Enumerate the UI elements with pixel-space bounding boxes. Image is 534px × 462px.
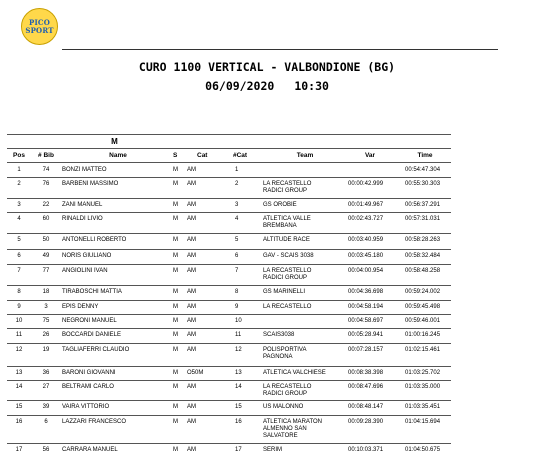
cell-var: 00:10:03.371 (348, 447, 384, 453)
cell-team: GS MARINELLI (263, 289, 306, 295)
cell-cat: AM (187, 167, 196, 173)
cell-bib: 3 (44, 304, 48, 310)
cell-var: 00:04:58.697 (348, 318, 384, 324)
header-pcat: #Cat (233, 152, 248, 159)
header-bib: # Bib (38, 152, 54, 159)
cell-var: 00:02:43.727 (348, 216, 384, 222)
cell-var: 00:04:58.194 (348, 304, 384, 310)
cell-time: 00:55:30.303 (405, 181, 441, 187)
cell-name: ANTONELLI ROBERTO (62, 237, 127, 243)
cell-sex: M (173, 202, 178, 208)
cell-pos: 12 (15, 347, 23, 353)
cell-pos: 15 (15, 404, 23, 410)
cell-cat: AM (187, 318, 196, 324)
cell-bib: 49 (42, 253, 50, 259)
row-divider (7, 198, 451, 199)
cell-name: RINALDI LIVIO (62, 216, 103, 222)
cell-cat: AM (187, 384, 196, 390)
cell-name: TIRABOSCHI MATTIA (62, 289, 122, 295)
cell-var: 00:07:28.157 (348, 347, 384, 353)
cell-sex: M (173, 237, 178, 243)
cell-pos: 8 (17, 289, 21, 295)
cell-bib: 36 (42, 370, 50, 376)
cell-time: 00:58:48.258 (405, 268, 441, 274)
cell-team: LA RECASTELLO (263, 304, 312, 310)
cell-pcat: 14 (235, 384, 242, 390)
row-divider (7, 328, 451, 329)
cell-sex: M (173, 384, 178, 390)
cell-name: BOCCARDI DANIELE (62, 332, 122, 338)
cell-sex: M (173, 289, 178, 295)
cell-var: 00:04:36.698 (348, 289, 384, 295)
cell-sex: M (173, 304, 178, 310)
cell-team: ATLETICA VALLE BREMBANA (263, 216, 311, 229)
cell-pos: 16 (15, 419, 23, 425)
cell-bib: 19 (42, 347, 50, 353)
cell-sex: M (173, 332, 178, 338)
cell-pos: 9 (17, 304, 21, 310)
cell-pcat: 8 (235, 289, 239, 295)
cell-time: 01:00:16.245 (405, 332, 441, 338)
cell-team: POLISPORTIVA PAGNONA (263, 347, 307, 360)
cell-cat: AM (187, 304, 196, 310)
cell-cat: AM (187, 237, 196, 243)
cell-name: CARRARA MANUEL (62, 447, 118, 453)
cell-time: 01:03:25.702 (405, 370, 441, 376)
row-divider (7, 300, 451, 301)
cell-var: 00:01:49.967 (348, 202, 384, 208)
cell-pos: 10 (15, 318, 23, 324)
cell-pcat: 15 (235, 404, 242, 410)
cell-var: 00:08:48.147 (348, 404, 384, 410)
cell-bib: 22 (42, 202, 50, 208)
cell-sex: M (173, 404, 178, 410)
cell-pcat: 9 (235, 304, 239, 310)
cell-bib: 39 (42, 404, 50, 410)
cell-var: 00:08:38.398 (348, 370, 384, 376)
cell-bib: 74 (42, 167, 50, 173)
cell-name: NORIS GIULIANO (62, 253, 112, 259)
cell-time: 00:56:37.291 (405, 202, 441, 208)
group-label: M (111, 137, 118, 146)
cell-bib: 6 (44, 419, 48, 425)
cell-pos: 3 (17, 202, 21, 208)
row-divider (7, 400, 451, 401)
header-rule (62, 49, 498, 50)
cell-name: LAZZARI FRANCESCO (62, 419, 127, 425)
event-date: 06/09/2020 (205, 79, 275, 93)
cell-time: 00:59:24.002 (405, 289, 441, 295)
cell-cat: AM (187, 419, 196, 425)
cell-cat: O50M (187, 370, 204, 376)
cell-name: EPIS DENNY (62, 304, 99, 310)
cell-sex: M (173, 268, 178, 274)
row-divider (7, 343, 451, 344)
cell-name: BELTRAMI CARLO (62, 384, 114, 390)
event-title: CURO 1100 VERTICAL - VALBONDIONE (BG) (138, 60, 396, 74)
cell-sex: M (173, 253, 178, 259)
row-divider (7, 264, 451, 265)
table-top-rule (7, 134, 451, 135)
cell-pcat: 17 (235, 447, 242, 453)
cell-bib: 18 (42, 289, 50, 295)
logo-line-2: SPORT (25, 25, 54, 35)
cell-bib: 77 (42, 268, 50, 274)
header-name: Name (109, 152, 127, 159)
logo-line-1: PICO (28, 17, 50, 27)
cell-cat: AM (187, 253, 196, 259)
cell-sex: M (173, 216, 178, 222)
row-divider (7, 366, 451, 367)
cell-bib: 60 (42, 216, 50, 222)
cell-time: 00:57:31.031 (405, 216, 441, 222)
cell-time: 01:02:15.461 (405, 347, 441, 353)
cell-var: 00:03:45.180 (348, 253, 384, 259)
cell-time: 01:03:35.451 (405, 404, 441, 410)
cell-cat: AM (187, 447, 196, 453)
event-datetime (0, 79, 534, 93)
cell-pcat: 2 (235, 181, 239, 187)
cell-cat: AM (187, 404, 196, 410)
cell-pcat: 5 (235, 237, 239, 243)
cell-pcat: 7 (235, 268, 239, 274)
cell-sex: M (173, 318, 178, 324)
cell-name: NEGRONI MANUEL (62, 318, 117, 324)
cell-team: ATLETICA VALCHIESE (263, 370, 326, 376)
cell-name: BONZI MATTEO (62, 167, 107, 173)
cell-bib: 27 (42, 384, 50, 390)
row-divider (7, 233, 451, 234)
header-time: Time (417, 152, 433, 159)
cell-var: 00:09:28.390 (348, 419, 384, 425)
cell-pcat: 1 (235, 167, 239, 173)
header-rule-bottom (7, 162, 451, 163)
cell-cat: AM (187, 347, 196, 353)
cell-pos: 1 (17, 167, 21, 173)
row-divider (7, 443, 451, 444)
cell-pcat: 4 (235, 216, 239, 222)
cell-team: ALTITUDE RACE (263, 237, 310, 243)
row-divider (7, 415, 451, 416)
cell-var: 00:05:28.941 (348, 332, 384, 338)
cell-cat: AM (187, 181, 196, 187)
cell-team: ATLETICA MARATON ALMENNO SAN SALVATORE (263, 419, 323, 439)
cell-pcat: 13 (235, 370, 242, 376)
cell-time: 00:54:47.304 (405, 167, 441, 173)
cell-pos: 6 (17, 253, 21, 259)
cell-time: 00:58:28.263 (405, 237, 441, 243)
cell-var: 00:00:42.999 (348, 181, 384, 187)
cell-name: BARONI GIOVANNI (62, 370, 116, 376)
cell-sex: M (173, 419, 178, 425)
cell-sex: M (173, 370, 178, 376)
pico-sport-logo (21, 8, 58, 45)
cell-var: 00:04:00.954 (348, 268, 384, 274)
cell-time: 00:58:32.484 (405, 253, 441, 259)
cell-pcat: 6 (235, 253, 239, 259)
cell-cat: AM (187, 268, 196, 274)
cell-pcat: 3 (235, 202, 239, 208)
cell-var: 00:08:47.696 (348, 384, 384, 390)
cell-team: GS OROBIE (263, 202, 297, 208)
cell-name: ANGIOLINI IVAN (62, 268, 108, 274)
cell-pcat: 11 (235, 332, 242, 338)
cell-team: GAV - SCAIS 3038 (263, 253, 314, 259)
cell-pcat: 16 (235, 419, 242, 425)
row-divider (7, 380, 451, 381)
row-divider (7, 285, 451, 286)
cell-pcat: 10 (235, 318, 242, 324)
row-divider (7, 177, 451, 178)
cell-cat: AM (187, 332, 196, 338)
cell-pos: 4 (17, 216, 21, 222)
cell-cat: AM (187, 289, 196, 295)
event-time: 10:30 (294, 79, 329, 93)
cell-time: 01:04:15.694 (405, 419, 441, 425)
cell-name: VAIRA VITTORIO (62, 404, 110, 410)
cell-pcat: 12 (235, 347, 242, 353)
cell-team: US MALONNO (263, 404, 304, 410)
cell-pos: 14 (15, 384, 23, 390)
cell-time: 01:04:50.675 (405, 447, 441, 453)
cell-sex: M (173, 447, 178, 453)
cell-pos: 7 (17, 268, 21, 274)
cell-bib: 50 (42, 237, 50, 243)
group-rule (7, 148, 451, 149)
cell-name: BARBENI MASSIMO (62, 181, 119, 187)
cell-team: LA RECASTELLO RADICI GROUP (263, 268, 312, 281)
row-divider (7, 314, 451, 315)
cell-name: ZANI MANUEL (62, 202, 103, 208)
header-var: Var (364, 152, 376, 159)
cell-pos: 5 (17, 237, 21, 243)
cell-pos: 2 (17, 181, 21, 187)
cell-team: LA RECASTELLO RADICI GROUP (263, 181, 312, 194)
cell-team: SERIM (263, 447, 283, 453)
cell-cat: AM (187, 202, 196, 208)
cell-name: TAGLIAFERRI CLAUDIO (62, 347, 130, 353)
cell-pos: 13 (15, 370, 23, 376)
header-pos: Pos (13, 152, 25, 159)
header-sex: S (173, 152, 178, 159)
cell-pos: 17 (15, 447, 23, 453)
row-divider (7, 249, 451, 250)
cell-bib: 75 (42, 318, 50, 324)
cell-time: 01:03:35.000 (405, 384, 441, 390)
cell-sex: M (173, 347, 178, 353)
row-divider (7, 212, 451, 213)
header-cat: Cat (197, 152, 208, 159)
cell-bib: 56 (42, 447, 50, 453)
header-team: Team (296, 152, 314, 159)
cell-pos: 11 (15, 332, 23, 338)
cell-time: 00:59:45.498 (405, 304, 441, 310)
cell-sex: M (173, 167, 178, 173)
cell-sex: M (173, 181, 178, 187)
cell-cat: AM (187, 216, 196, 222)
cell-bib: 76 (42, 181, 50, 187)
cell-team: LA RECASTELLO RADICI GROUP (263, 384, 312, 397)
cell-team: SCAIS3038 (263, 332, 295, 338)
cell-bib: 26 (42, 332, 50, 338)
cell-var: 00:03:40.959 (348, 237, 384, 243)
cell-time: 00:59:46.001 (405, 318, 441, 324)
